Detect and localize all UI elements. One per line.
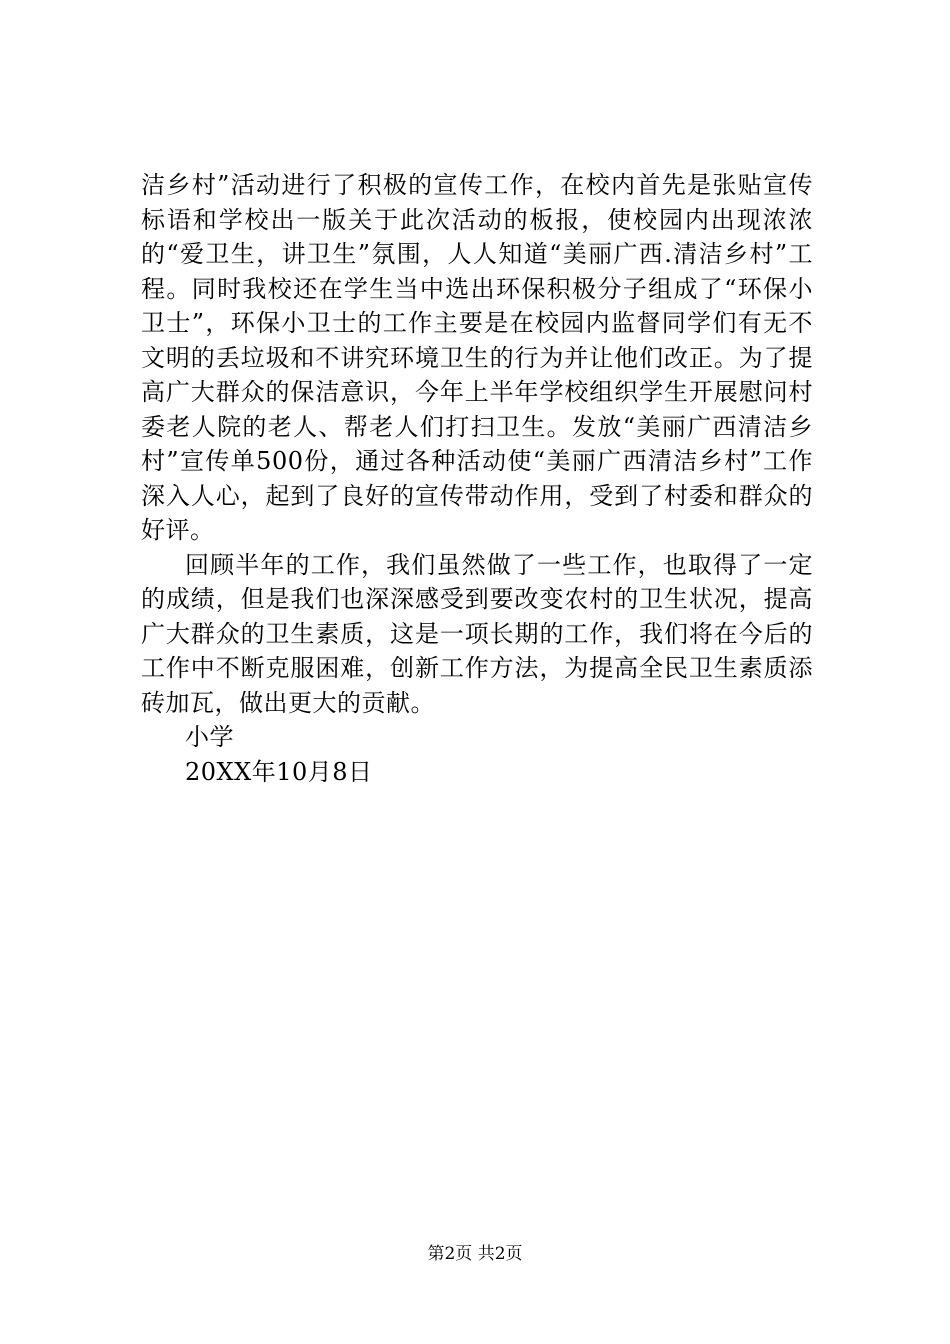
signature-date: 20XX年10月8日 [185, 757, 373, 786]
signature-school: 小学 [185, 723, 234, 751]
paragraph-review: 回顾半年的工作，我们虽然做了一些工作，也取得了一定的成绩，但是我们也深深感受到要改变农村的卫生状况，提高广大群众的卫生素质，这是一项长期的工作，我们将在今后的工作中不断克服困难，创新工作方法，为提高全民卫生素质添砖加瓦，做出更大的贡献。 [141, 550, 813, 717]
paragraph-continued: 洁乡村”活动进行了积极的宣传工作，在校内首先是张贴宣传标语和学校出一版关于此次活动的板报，使校园内出现浓浓的“爱卫生，讲卫生”氛围，人人知道“美丽广西.清洁乡村”工程。同时我校还在学生当中选出环保积极分子组成了“环保小卫士”，环保小卫士的工作主要是在校园内监督同学们有无不文明的丢垃圾和不讲究环境卫生的行为并让他们改正。为了提高广大群众的保洁意识，今年上半年学校组织学生开展慰问村委老人院的老人、帮老人们打扫卫生。发放“美丽广西清洁乡村”宣传单500份，通过各种活动使“美丽广西清洁乡村”工作深入人心，起到了良好的宣传带动作用，受到了村委和群众的好评。 [141, 171, 813, 544]
document-body [141, 168, 813, 789]
page-number-footer: 第2页 共2页 [427, 1244, 523, 1264]
